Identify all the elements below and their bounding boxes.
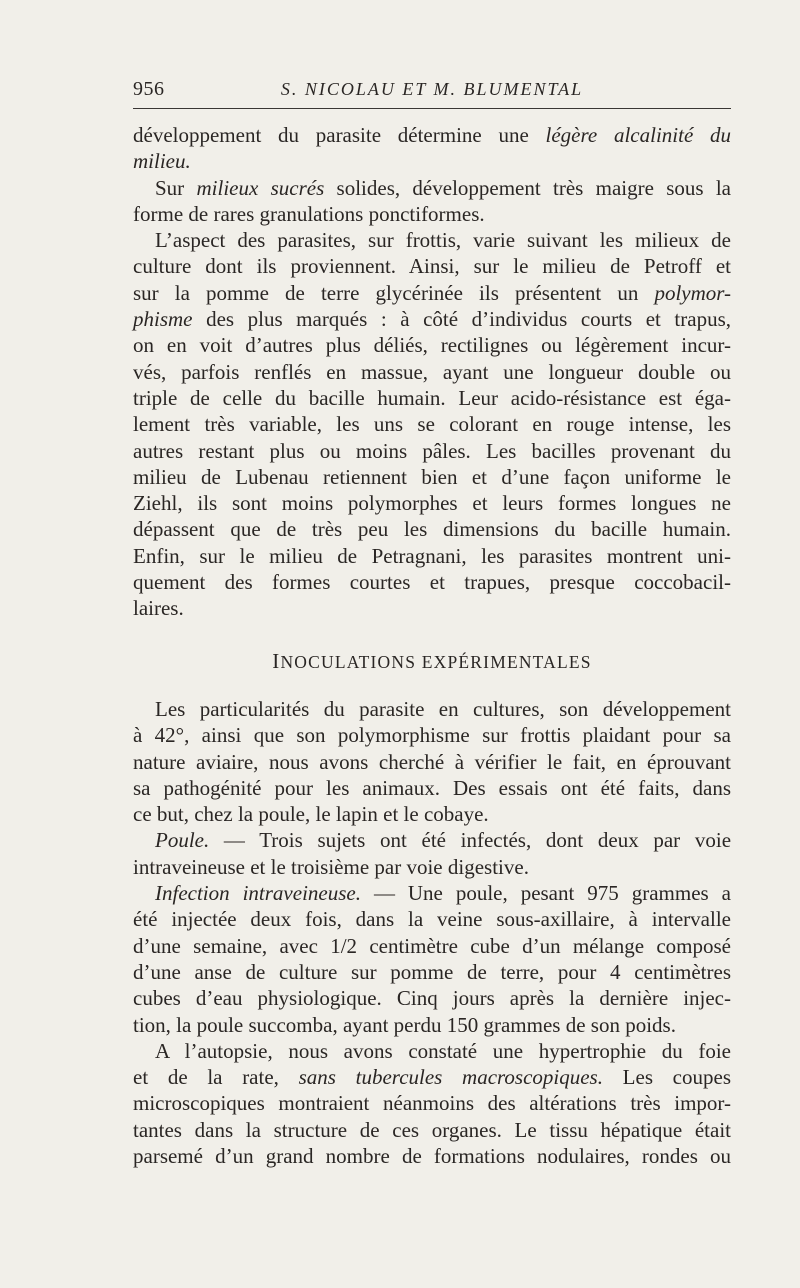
text-line: L’aspect des parasites, sur frottis, varie suivant les milieux de xyxy=(155,228,731,253)
text-line: laires. xyxy=(133,596,184,621)
text-line: A l’autopsie, nous avons constaté une hypertrophie du foie xyxy=(155,1038,731,1063)
text-line: tion, la poule succomba, ayant perdu 150 grammes de son poids. xyxy=(133,1012,676,1037)
spacer xyxy=(133,622,731,648)
text-line: intraveineuse et le troisième par voie digestive. xyxy=(133,854,529,879)
text-line: sa pathogénité pour les animaux. Des essais ont été faits, dans xyxy=(133,775,731,800)
text-line: d’une anse de culture sur pomme de terre, pour 4 centimètres xyxy=(133,959,731,984)
text-line: milieu. xyxy=(133,149,191,174)
text-line: Poule. — Trois sujets ont été infectés, dont deux par voie xyxy=(155,828,732,853)
text-line: nature aviaire, nous avons cherché à vérifier le fait, en éprouvant xyxy=(133,749,731,774)
spacer xyxy=(133,674,731,696)
page-number: 956 xyxy=(133,78,165,100)
text-line: parsemé d’un grand nombre de formations nodulaires, rondes ou xyxy=(133,1143,731,1168)
text-line: développement du parasite détermine une légère alcalinité du xyxy=(133,123,731,147)
text-line: triple de celle du bacille humain. Leur acido-résistance est éga- xyxy=(133,385,731,410)
text-line: Enfin, sur le milieu de Petragnani, les parasites montrent uni- xyxy=(133,543,731,568)
text-line: autres restant plus ou moins pâles. Les bacilles provenant du xyxy=(133,438,731,463)
text-line: Infection intraveineuse. — Une poule, pesant 975 grammes a xyxy=(155,881,731,906)
text-line: milieu de Lubenau retiennent bien et d’une façon uniforme le xyxy=(133,464,731,489)
section-heading: INOCULATIONS EXPÉRIMENTALES xyxy=(272,648,592,673)
running-title: S. NICOLAU ET M. BLUMENTAL xyxy=(280,79,584,99)
text-line: ce but, chez la poule, le lapin et le cobaye. xyxy=(133,802,489,827)
text-line: Sur milieux sucrés solides, développement très maigre sous la xyxy=(155,175,731,200)
text-line: culture dont ils proviennent. Ainsi, sur le milieu de Petroff et xyxy=(133,254,731,279)
text-line: été injectée deux fois, dans la veine sous-axillaire, à intervalle xyxy=(133,907,731,932)
page-header xyxy=(133,74,731,109)
text-line: sur la pomme de terre glycérinée ils présentent un polymor- xyxy=(133,280,732,305)
text-line: forme de rares granulations ponctiformes. xyxy=(133,201,485,226)
text-line: tantes dans la structure de ces organes. Le tissu hépatique était xyxy=(133,1117,731,1142)
text-line: microscopiques montraient néanmoins des altérations très impor- xyxy=(133,1091,731,1116)
text-line: Les particularités du parasite en cultures, son développement xyxy=(155,696,731,721)
text-line: à 42°, ainsi que son polymorphisme sur frottis plaidant pour sa xyxy=(133,723,731,748)
text-line: Ziehl, ils sont moins polymorphes et leurs formes longues ne xyxy=(133,491,731,516)
text-line: lement très variable, les uns se colorant en rouge intense, les xyxy=(133,412,731,437)
text-line: d’une semaine, avec 1/2 centimètre cube d’un mélange composé xyxy=(133,933,731,958)
text-line: dépassent que de très peu les dimensions du bacille humain. xyxy=(133,517,731,542)
text-line: et de la rate, sans tubercules macroscopiques. Les coupes xyxy=(133,1065,731,1090)
text-line: phisme des plus marqués : à côté d’individus courts et trapus, xyxy=(133,307,732,332)
body-text xyxy=(133,122,731,1169)
text-line: quement des formes courtes et trapues, presque coccobacil- xyxy=(133,570,731,595)
text-line: vés, parfois renflés en massue, ayant une longueur double ou xyxy=(133,359,731,384)
text-line: on en voit d’autres plus déliés, rectilignes ou légèrement incur- xyxy=(133,333,731,358)
text-line: cubes d’eau physiologique. Cinq jours après la dernière injec- xyxy=(133,986,731,1011)
